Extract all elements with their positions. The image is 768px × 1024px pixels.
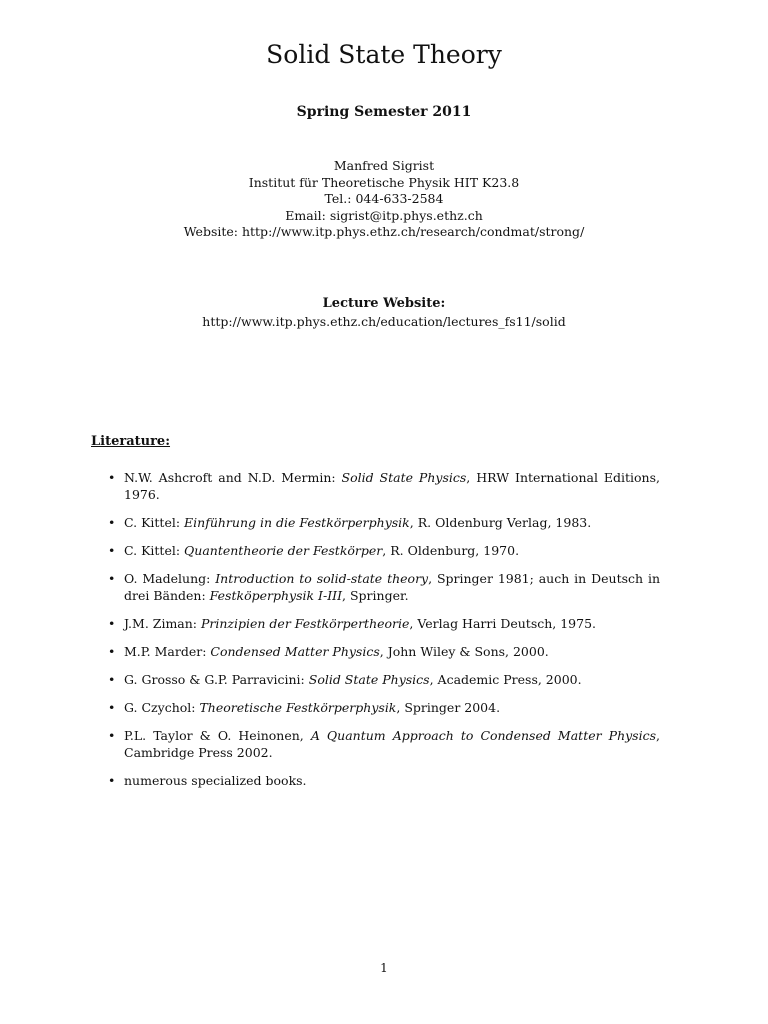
- contact-block: [0, 158, 768, 241]
- bullet-icon: •: [108, 543, 116, 558]
- bullet-icon: •: [108, 773, 116, 788]
- bullet-icon: •: [108, 728, 116, 743]
- literature-publisher: , John Wiley & Sons, 2000.: [379, 644, 549, 659]
- literature-author: C. Kittel:: [124, 515, 185, 530]
- bullet-icon: •: [108, 571, 116, 586]
- literature-heading: Literature:: [91, 434, 171, 449]
- literature-author: N.W. Ashcroft and N.D. Mermin:: [124, 470, 342, 485]
- literature-item: [108, 514, 660, 531]
- bullet-icon: •: [108, 644, 116, 659]
- literature-item: [108, 699, 660, 716]
- literature-item: [108, 570, 660, 604]
- semester-label: Spring Semester 2011: [296, 104, 472, 120]
- bullet-icon: •: [108, 616, 116, 631]
- lecture-website-heading: Lecture Website:: [322, 296, 446, 311]
- contact-institute: Institut für Theoretische Physik HIT K23.8: [248, 174, 520, 190]
- literature-item: [108, 643, 660, 660]
- literature-title-german: Festköperphysik I-III: [209, 588, 343, 603]
- literature-text: numerous specialized books.: [124, 773, 307, 788]
- literature-item: [108, 542, 660, 559]
- literature-title: Solid State Physics: [341, 470, 467, 485]
- literature-author: G. Czychol:: [124, 700, 200, 715]
- literature-publisher: , Springer 1981; auch in Deutsch in drei Bänden:: [124, 571, 660, 603]
- literature-author: P.L. Taylor & O. Heinonen,: [124, 728, 311, 743]
- literature-title: Solid State Physics: [308, 672, 430, 687]
- literature-author: G. Grosso & G.P. Parravicini:: [124, 672, 309, 687]
- literature-author: M.P. Marder:: [124, 644, 211, 659]
- document-title: Solid State Theory: [266, 40, 502, 69]
- literature-item: [108, 615, 660, 632]
- literature-item: [108, 772, 660, 789]
- literature-title: Introduction to solid-state theory: [215, 571, 429, 586]
- literature-title: Prinzipien der Festkörpertheorie: [200, 616, 410, 631]
- page-number: 1: [380, 961, 388, 975]
- contact-email: Email: sigrist@itp.phys.ethz.ch: [285, 207, 483, 223]
- contact-website: Website: http://www.itp.phys.ethz.ch/research/condmat/strong/: [183, 224, 585, 239]
- literature-title: Quantentheorie der Festkörper: [184, 543, 383, 558]
- literature-author: J.M. Ziman:: [124, 616, 201, 631]
- literature-publisher: , Springer 2004.: [396, 700, 501, 715]
- bullet-icon: •: [108, 515, 116, 530]
- literature-title: Einführung in die Festkörperphysik: [184, 515, 410, 530]
- lecture-website-url: http://www.itp.phys.ethz.ch/education/lectures_fs11/solid: [202, 314, 566, 329]
- literature-publisher: , Cambridge Press 2002.: [124, 728, 660, 760]
- literature-title: A Quantum Approach to Condensed Matter Physics: [310, 728, 657, 743]
- literature-list: [108, 469, 660, 800]
- literature-publisher: , HRW International Editions, 1976.: [124, 470, 660, 502]
- bullet-icon: •: [108, 470, 116, 485]
- literature-author: O. Madelung:: [124, 571, 216, 586]
- literature-publisher: , Verlag Harri Deutsch, 1975.: [409, 616, 597, 631]
- contact-name: Manfred Sigrist: [333, 158, 435, 173]
- literature-item: [108, 671, 660, 688]
- bullet-icon: •: [108, 672, 116, 687]
- literature-item: [108, 727, 660, 761]
- literature-author: C. Kittel:: [124, 543, 185, 558]
- contact-phone: Tel.: 044-633-2584: [324, 191, 444, 206]
- literature-publisher: , R. Oldenburg Verlag, 1983.: [409, 515, 592, 530]
- literature-title: Theoretische Festkörperphysik: [199, 700, 397, 715]
- literature-publisher: , R. Oldenburg, 1970.: [382, 543, 520, 558]
- literature-publisher-german: , Springer.: [342, 588, 409, 603]
- literature-item: [108, 469, 660, 503]
- literature-publisher: , Academic Press, 2000.: [429, 672, 582, 687]
- literature-title: Condensed Matter Physics: [210, 644, 380, 659]
- bullet-icon: •: [108, 700, 116, 715]
